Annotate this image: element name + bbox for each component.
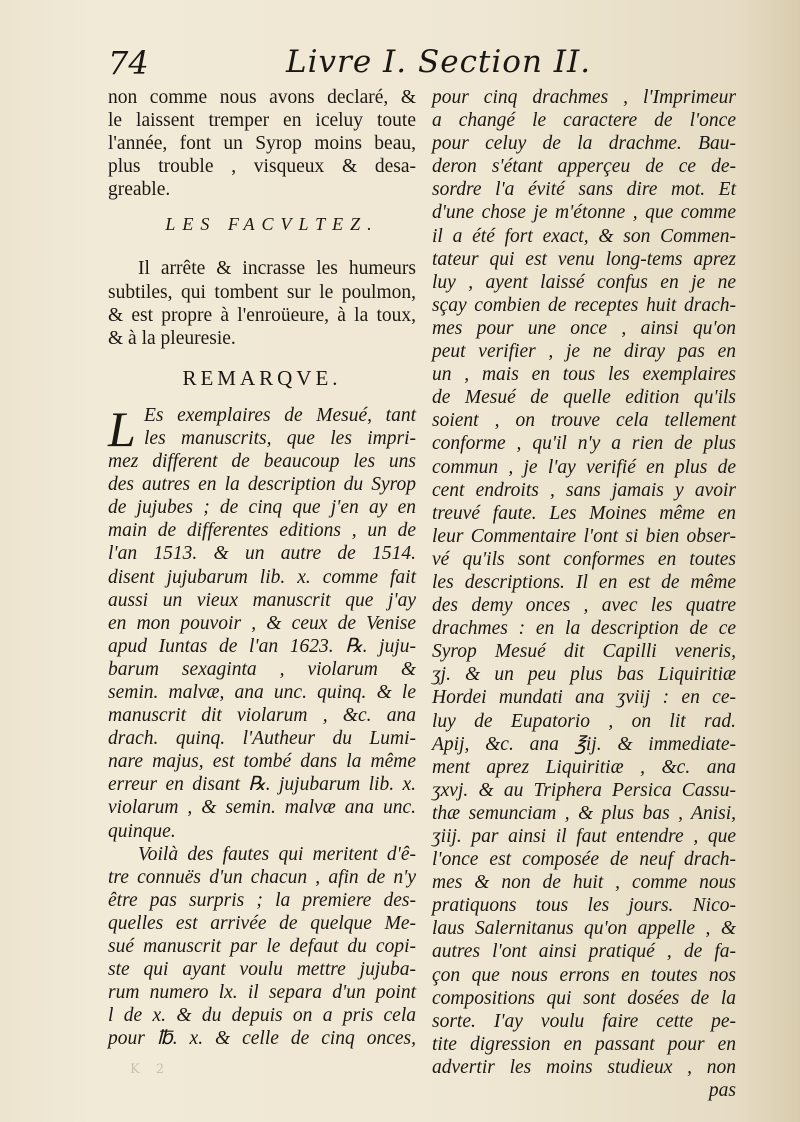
text-line: main de differentes editions , un de bbox=[108, 520, 416, 542]
text-line: ment aprez Liquiritiæ , &c. ana bbox=[432, 756, 736, 778]
text-line: quelles est arrivée de quelque Me- bbox=[108, 912, 416, 934]
text-line: a changé le caractere de l'once bbox=[432, 110, 736, 132]
page-header bbox=[108, 44, 748, 88]
text-line: disent jujubarum lib. x. comme fait bbox=[108, 566, 416, 588]
signature-mark: K 2 bbox=[130, 1062, 171, 1077]
text-line: des autres en la description du Syrop bbox=[108, 474, 416, 496]
text-line: Es exemplaires de Mesué, tant bbox=[144, 404, 416, 426]
text-line: aussi un vieux manuscrit que j'ay bbox=[108, 589, 416, 611]
text-line: l de x. & du depuis on a pris cela bbox=[108, 1005, 416, 1027]
text-line: Il arrête & incrasse les humeurs bbox=[138, 258, 416, 280]
text-line: mez different de beaucoup les uns bbox=[108, 451, 416, 473]
text-line: ste qui ayant voulu mettre jujuba- bbox=[108, 959, 416, 981]
text-line: des demy onces , avec les quatre bbox=[432, 595, 736, 617]
text-line: pour cinq drachmes , l'Imprimeur bbox=[432, 87, 736, 108]
text-line: greable. bbox=[108, 179, 171, 201]
text-line: sordre l'a évité sans dire mot. Et bbox=[432, 179, 736, 201]
text-line: en mon pouvoir , & ceux de Venise bbox=[108, 612, 416, 634]
text-line: vé qu'ils sont conformes en toutes bbox=[432, 548, 736, 570]
text-line: apud Iuntas de l'an 1623. ℞. juju- bbox=[108, 635, 416, 657]
text-line: l'once est composée de neuf drach- bbox=[432, 849, 736, 871]
text-line: drach. quinq. l'Autheur du Lumi- bbox=[108, 728, 416, 750]
text-line: drachmes : en la description de ce bbox=[432, 618, 736, 640]
text-line: luy , ayent laissé confus en je ne bbox=[432, 271, 736, 293]
text-line: pratiquons tous les jours. Nico- bbox=[432, 895, 736, 917]
text-line: ʒj. & un peu plus bas Liquiritiæ bbox=[432, 664, 736, 686]
text-line: peut verifier , je ne diray pas en bbox=[432, 341, 736, 363]
text-line: le laissent tremper en iceluy toute bbox=[108, 110, 416, 132]
text-line: compositions qui sont dosées de la bbox=[432, 987, 736, 1009]
text-line: barum sexaginta , violarum & bbox=[108, 658, 416, 680]
text-line: l'an 1513. & un autre de 1514. bbox=[108, 543, 416, 565]
text-line: & est propre à l'enroüeure, à la toux, bbox=[108, 304, 416, 326]
text-line: çon que nous errons en toutes nos bbox=[432, 964, 736, 986]
text-line: de jujubes ; de cinq que j'en ay en bbox=[108, 497, 416, 519]
text-line: sué manuscrit par le defaut du copi- bbox=[108, 936, 416, 957]
text-line: subtiles, qui tombent sur le poulmon, bbox=[108, 281, 416, 303]
text-line: manuscrit dit violarum , &c. ana bbox=[108, 705, 416, 727]
text-line: violarum , & semin. malvæ ana unc. bbox=[108, 797, 416, 819]
text-line: Hordei mundati ana ʒviij : en ce- bbox=[432, 687, 736, 709]
text-line: semin. malvæ, ana unc. quinq. & le bbox=[108, 681, 416, 703]
text-line: erreur en disant ℞. jujubarum lib. x. bbox=[108, 774, 416, 796]
section-heading-facultez: LES FACVLTEZ. bbox=[165, 214, 379, 235]
text-line: pour celuy de la drachme. Bau- bbox=[432, 133, 736, 155]
text-line: non comme nous avons declaré, & bbox=[108, 87, 416, 108]
text-line: luy de Eupatorio , on lit rad. bbox=[432, 710, 736, 732]
text-line: l'année, font un Syrop moins beau, bbox=[108, 133, 416, 155]
text-line: sçay combien de receptes huit drach- bbox=[432, 294, 736, 316]
text-line: Apij, &c. ana ℥ij. & immediate- bbox=[432, 733, 736, 755]
text-line: tateur qui est venu long-tems aprez bbox=[432, 248, 736, 270]
text-line: deron s'étant apperçeu de ce de- bbox=[432, 156, 736, 178]
text-line: mes & non de huit , comme nous bbox=[432, 872, 736, 894]
paragraph-3 bbox=[108, 843, 416, 1051]
text-line: nare majus, est tombé dans la même bbox=[108, 751, 416, 773]
remarque-body bbox=[108, 400, 416, 843]
left-column bbox=[108, 86, 416, 1050]
text-line: treuvé faute. Les Moines même en bbox=[432, 502, 736, 524]
text-line: pour ℔. x. & celle de cinq onces, bbox=[108, 1028, 416, 1050]
text-line: & à la pleuresie. bbox=[108, 327, 236, 349]
text-line: plus trouble , visqueux & desa- bbox=[108, 156, 416, 178]
text-line: mes pour une once , ainsi qu'on bbox=[432, 317, 736, 339]
text-line: cent endroits , sans jamais y avoir bbox=[432, 479, 736, 501]
text-line: autres l'ont ainsi pratiqué , de fa- bbox=[432, 941, 736, 963]
paragraph-2 bbox=[108, 257, 416, 349]
text-line: tre connuës d'un chacun , afin de n'y bbox=[108, 866, 416, 888]
text-line: tite digression en passant pour en bbox=[432, 1033, 736, 1055]
text-line: être pas surpris ; la premiere des- bbox=[108, 889, 416, 911]
text-line: les descriptions. Il en est de même bbox=[432, 571, 736, 593]
text-line: thæ semunciam , & plus bas , Anisi, bbox=[432, 802, 736, 824]
text-line: laus Salernitanus qu'on appelle , & bbox=[432, 918, 736, 940]
text-line: de Mesué de quelle edition qu'ils bbox=[432, 387, 736, 409]
drop-cap: L bbox=[108, 400, 136, 457]
text-line: quinque. bbox=[108, 820, 176, 842]
text-line: soient , on trouve cela tellement bbox=[432, 410, 736, 432]
text-line: ʒiij. par ainsi il faut entendre , que bbox=[432, 826, 736, 847]
text-line: commun , je l'ay verifié en plus de bbox=[432, 456, 736, 478]
text-line: conforme , qu'il n'y a rien de plus bbox=[432, 433, 736, 455]
text-line: un , mais en tous les exemplaires bbox=[432, 364, 736, 386]
text-line: rum numero lx. il separa d'un point bbox=[108, 982, 416, 1004]
text-line: sorte. I'ay voulu faire cette pe- bbox=[432, 1010, 736, 1032]
text-line: advertir les moins studieux , non bbox=[432, 1056, 736, 1078]
right-column bbox=[432, 86, 736, 1102]
text-line: d'une chose je m'étonne , que comme bbox=[432, 202, 736, 224]
text-line: leur Commentaire l'ont si bien obser- bbox=[432, 525, 736, 547]
catchword: pas bbox=[708, 1080, 736, 1102]
page-number: 74 bbox=[108, 44, 149, 82]
text-line: les manuscrits, que les impri- bbox=[144, 427, 416, 449]
paragraph-1 bbox=[108, 86, 416, 201]
text-line: Voilà des fautes qui meritent d'ê- bbox=[138, 843, 416, 865]
text-line: ʒxvj. & au Triphera Persica Cassu- bbox=[432, 779, 736, 801]
text-line: Syrop Mesué dit Capilli veneris, bbox=[432, 641, 736, 663]
remarque-heading: REMARQVE. bbox=[182, 365, 342, 390]
running-head: Livre I. Section II. bbox=[286, 44, 592, 80]
text-line: il a été fort exact, & son Commen- bbox=[432, 225, 736, 247]
